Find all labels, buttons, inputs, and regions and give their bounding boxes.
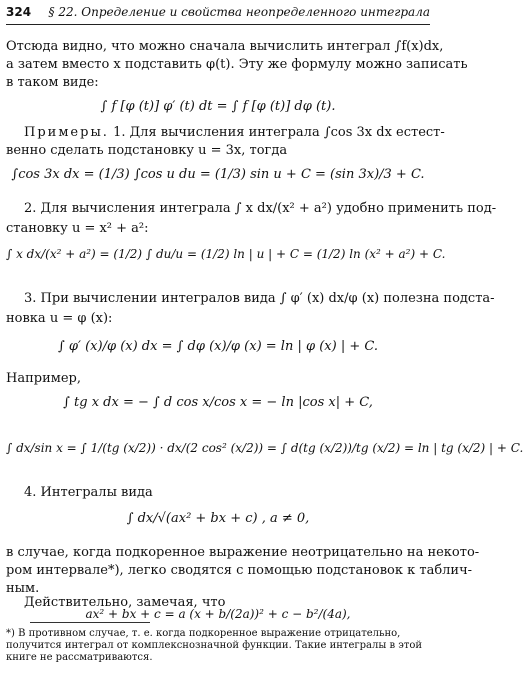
- page-number: 324: [6, 5, 32, 19]
- paragraph-line: новка u = φ (x):: [6, 311, 113, 326]
- footnote: *) В противном случае, т. е. когда подкоренное выражение отрицательно, получится интеграл от комплекснозначной функции. Такие интегралы в этой книге не рассматриваются.: [6, 628, 423, 663]
- paragraph-line: становку u = x² + a²:: [6, 221, 149, 236]
- formula: ∫ φ′ (x)/φ (x) dx = ∫ dφ (x)/φ (x) = ln | φ (x) | + C.: [58, 339, 378, 354]
- paragraph-line: 3. При вычислении интегралов вида ∫ φ′ (x) dx/φ (x) полезна подста-: [24, 291, 495, 306]
- paragraph-line: в случае, когда подкоренное выражение неотрицательно на некото-: [6, 545, 480, 560]
- paragraph-line: Например,: [6, 371, 81, 386]
- formula: ∫ tg x dx = − ∫ d cos x/cos x = − ln |cos x| + C,: [63, 395, 373, 410]
- paragraph-line: 4. Интегралы вида: [24, 485, 153, 500]
- formula: ∫ f [φ (t)] φ′ (t) dt = ∫ f [φ (t)] dφ (t).: [100, 99, 336, 114]
- formula: ∫ x dx/(x² + a²) = (1/2) ∫ du/u = (1/2) ln | u | + C = (1/2) ln (x² + a²) + C.: [6, 247, 446, 261]
- section-title: § 22. Определение и свойства неопределенного интеграла: [48, 5, 430, 19]
- paragraph-line: ным.: [6, 581, 40, 596]
- paragraph-line: Действительно, замечая, что: [24, 595, 226, 610]
- examples-heading: Примеры.: [24, 125, 109, 140]
- formula: ∫ dx/sin x = ∫ 1/(tg (x/2)) · dx/(2 cos² (x/2)) = ∫ d(tg (x/2))/tg (x/2) = ln | tg (x/2) | + C.: [6, 441, 523, 455]
- paragraph-line: ром интервале*), легко сводятся с помощью подстановок к таблич-: [6, 563, 473, 578]
- running-header: [6, 4, 430, 25]
- formula: ∫ dx/√(ax² + bx + c) , a ≠ 0,: [126, 511, 310, 526]
- formula: ax² + bx + c = a (x + b/(2a))² + c − b²/(4a),: [85, 607, 351, 621]
- paragraph-line: а затем вместо x подставить φ(t). Эту же формулу можно записать: [6, 57, 468, 72]
- paragraph-line: в таком виде:: [6, 75, 99, 90]
- paragraph-line: 2. Для вычисления интеграла ∫ x dx/(x² + a²) удобно применить под-: [24, 201, 497, 216]
- paragraph-line: венно сделать подстановку u = 3x, тогда: [6, 143, 288, 158]
- paragraph-line: [6, 124, 445, 141]
- paragraph-line: Отсюда видно, что можно сначала вычислить интеграл ∫f(x)dx,: [6, 39, 444, 54]
- formula: ∫cos 3x dx = (1/3) ∫cos u du = (1/3) sin u + C = (sin 3x)/3 + C.: [11, 167, 425, 182]
- example-text: 1. Для вычисления интеграла ∫cos 3x dx естест-: [108, 125, 445, 140]
